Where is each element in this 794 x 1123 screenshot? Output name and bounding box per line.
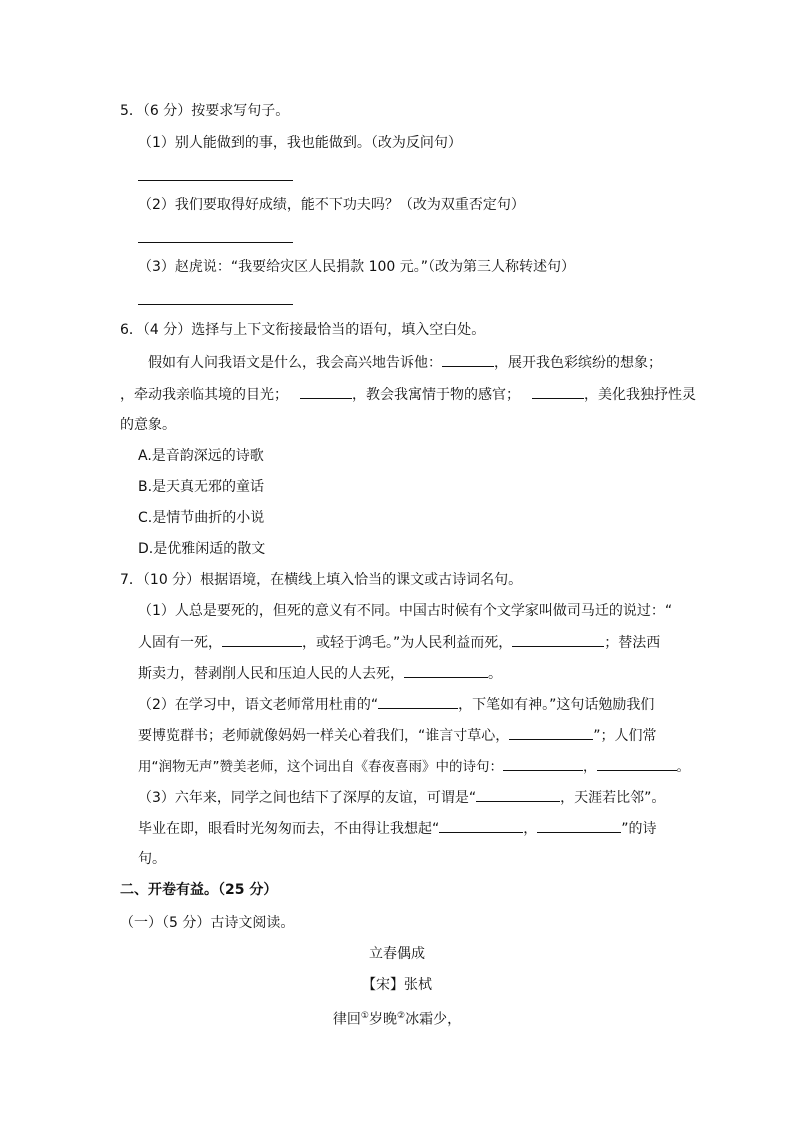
- q5-sub1: （1）别人能做到的事，我也能做到。（改为反问句）: [138, 135, 462, 151]
- q6-blank-3[interactable]: [532, 384, 584, 399]
- q6-option-c[interactable]: C.是情节曲折的小说: [138, 510, 265, 526]
- q7-line-1: （1）人总是要死的，但死的意义有不同。中国古时候有个文学家叫做司马迁的说过：“: [138, 603, 673, 619]
- q7-blank-2[interactable]: [512, 632, 604, 647]
- q7-blank-7[interactable]: [597, 756, 677, 771]
- q7-l4a: （2）在学习中，语文老师常用杜甫的“: [138, 697, 379, 713]
- q7-blank-10[interactable]: [537, 818, 621, 833]
- q7-blank-4[interactable]: [378, 694, 458, 709]
- q5-sub3: （3）赵虎说：“我要给灾区人民捐款 100 元。”（改为第三人称转述句）: [138, 259, 576, 275]
- q7-blank-1[interactable]: [222, 632, 302, 647]
- q5-title: 5．（6 分）按要求写句子。: [120, 103, 290, 119]
- q7-l7b: ，天涯若比邻”。: [560, 790, 666, 806]
- q7-line-9: 句。: [138, 851, 166, 867]
- poem-line-1: [0, 1006, 794, 1030]
- q6-passage-line-3: 的意象。: [120, 417, 176, 433]
- footnote-mark-1[interactable]: ①: [360, 1011, 369, 1021]
- q7-line-6: [138, 756, 690, 777]
- q7-title: 7．（10 分）根据语境，在横线上填入恰当的课文或古诗词名句。: [120, 572, 523, 588]
- q7-line-4: [138, 694, 654, 715]
- q6-p1a: 假如有人问我语文是什么，我会高兴地告诉他：: [148, 355, 442, 371]
- q6-p2c: ，美化我独抒性灵: [584, 387, 696, 403]
- q6-p1b: ，展开我色彩缤纷的想象；: [494, 355, 662, 371]
- q7-blank-6[interactable]: [503, 756, 583, 771]
- q7-line-5: [138, 725, 657, 746]
- section-2-sub-1: （一）（5 分）古诗文阅读。: [120, 915, 295, 931]
- poem-author: 【宋】张栻: [362, 977, 432, 993]
- q6-blank-1[interactable]: [442, 352, 494, 367]
- q7-blank-3[interactable]: [404, 663, 488, 678]
- q7-l2a: 人固有一死，: [138, 635, 222, 651]
- q7-l8a: 毕业在即，眼看时光匆匆而去，不由得让我想起“: [138, 821, 440, 837]
- q6-passage-line-2: [120, 384, 696, 405]
- q7-l6a: 用“润物无声”赞美老师，这个词出自《春夜喜雨》中的诗句：: [138, 759, 503, 775]
- q6-option-a[interactable]: A.是音韵深远的诗歌: [138, 448, 264, 464]
- poem-line-1-a: 律回: [332, 1011, 361, 1028]
- q6-option-b[interactable]: B.是天真无邪的童话: [138, 479, 265, 495]
- q7-blank-9[interactable]: [439, 818, 523, 833]
- q7-line-3: [138, 663, 502, 684]
- q5-sub2: （2）我们要取得好成绩，能不下功夫吗？（改为双重否定句）: [138, 197, 525, 213]
- q7-l5b: ”；人们常: [593, 728, 657, 744]
- q7-l3b: 。: [488, 666, 502, 682]
- poem-line-1-b: 岁晚: [369, 1011, 397, 1028]
- q7-line-7: [138, 787, 665, 808]
- q7-l4b: ，下笔如有神。”这句话勉励我们: [458, 697, 655, 713]
- q7-blank-8[interactable]: [476, 787, 560, 802]
- q5-answer-line-3[interactable]: [138, 304, 293, 305]
- q7-line-8: [138, 818, 657, 839]
- q7-l6c: 。: [676, 759, 690, 775]
- q7-l2c: ；替法西: [604, 635, 661, 651]
- q6-p2b: ，教会我寓情于物的感官；: [352, 387, 520, 403]
- poem-line-1-c: 冰霜少，: [405, 1011, 462, 1028]
- q6-option-d[interactable]: D.是优雅闲适的散文: [138, 541, 266, 557]
- q5-answer-line-2[interactable]: [138, 242, 293, 243]
- q5-answer-line-1[interactable]: [138, 180, 293, 181]
- q7-l5a: 要博览群书；老师就像妈妈一样关心着我们，“谁言寸草心，: [138, 728, 510, 744]
- q7-line-2: [138, 632, 660, 653]
- q6-blank-2[interactable]: [300, 384, 352, 399]
- q7-l2b: ，或轻于鸿毛。”为人民利益而死，: [302, 635, 513, 651]
- q7-blank-5[interactable]: [509, 725, 593, 740]
- footnote-mark-2[interactable]: ②: [397, 1011, 406, 1021]
- q7-l3a: 斯卖力，替剥削人民和压迫人民的人去死，: [138, 666, 404, 682]
- q6-title: 6．（4 分）选择与上下文衔接最恰当的语句，填入空白处。: [120, 322, 486, 338]
- q6-passage-line-1: [148, 352, 662, 373]
- poem-title: 立春偶成: [369, 946, 425, 962]
- q7-l8b: ，: [523, 821, 538, 837]
- q7-l7a: （3）六年来，同学之间也结下了深厚的友谊，可谓是“: [138, 790, 477, 806]
- q7-l6b: ，: [583, 759, 597, 775]
- q7-l8c: ”的诗: [621, 821, 657, 837]
- section-2-title: 二、开卷有益。（25 分）: [120, 882, 278, 898]
- q6-p2a: ，牵动我亲临其境的目光；: [120, 387, 288, 403]
